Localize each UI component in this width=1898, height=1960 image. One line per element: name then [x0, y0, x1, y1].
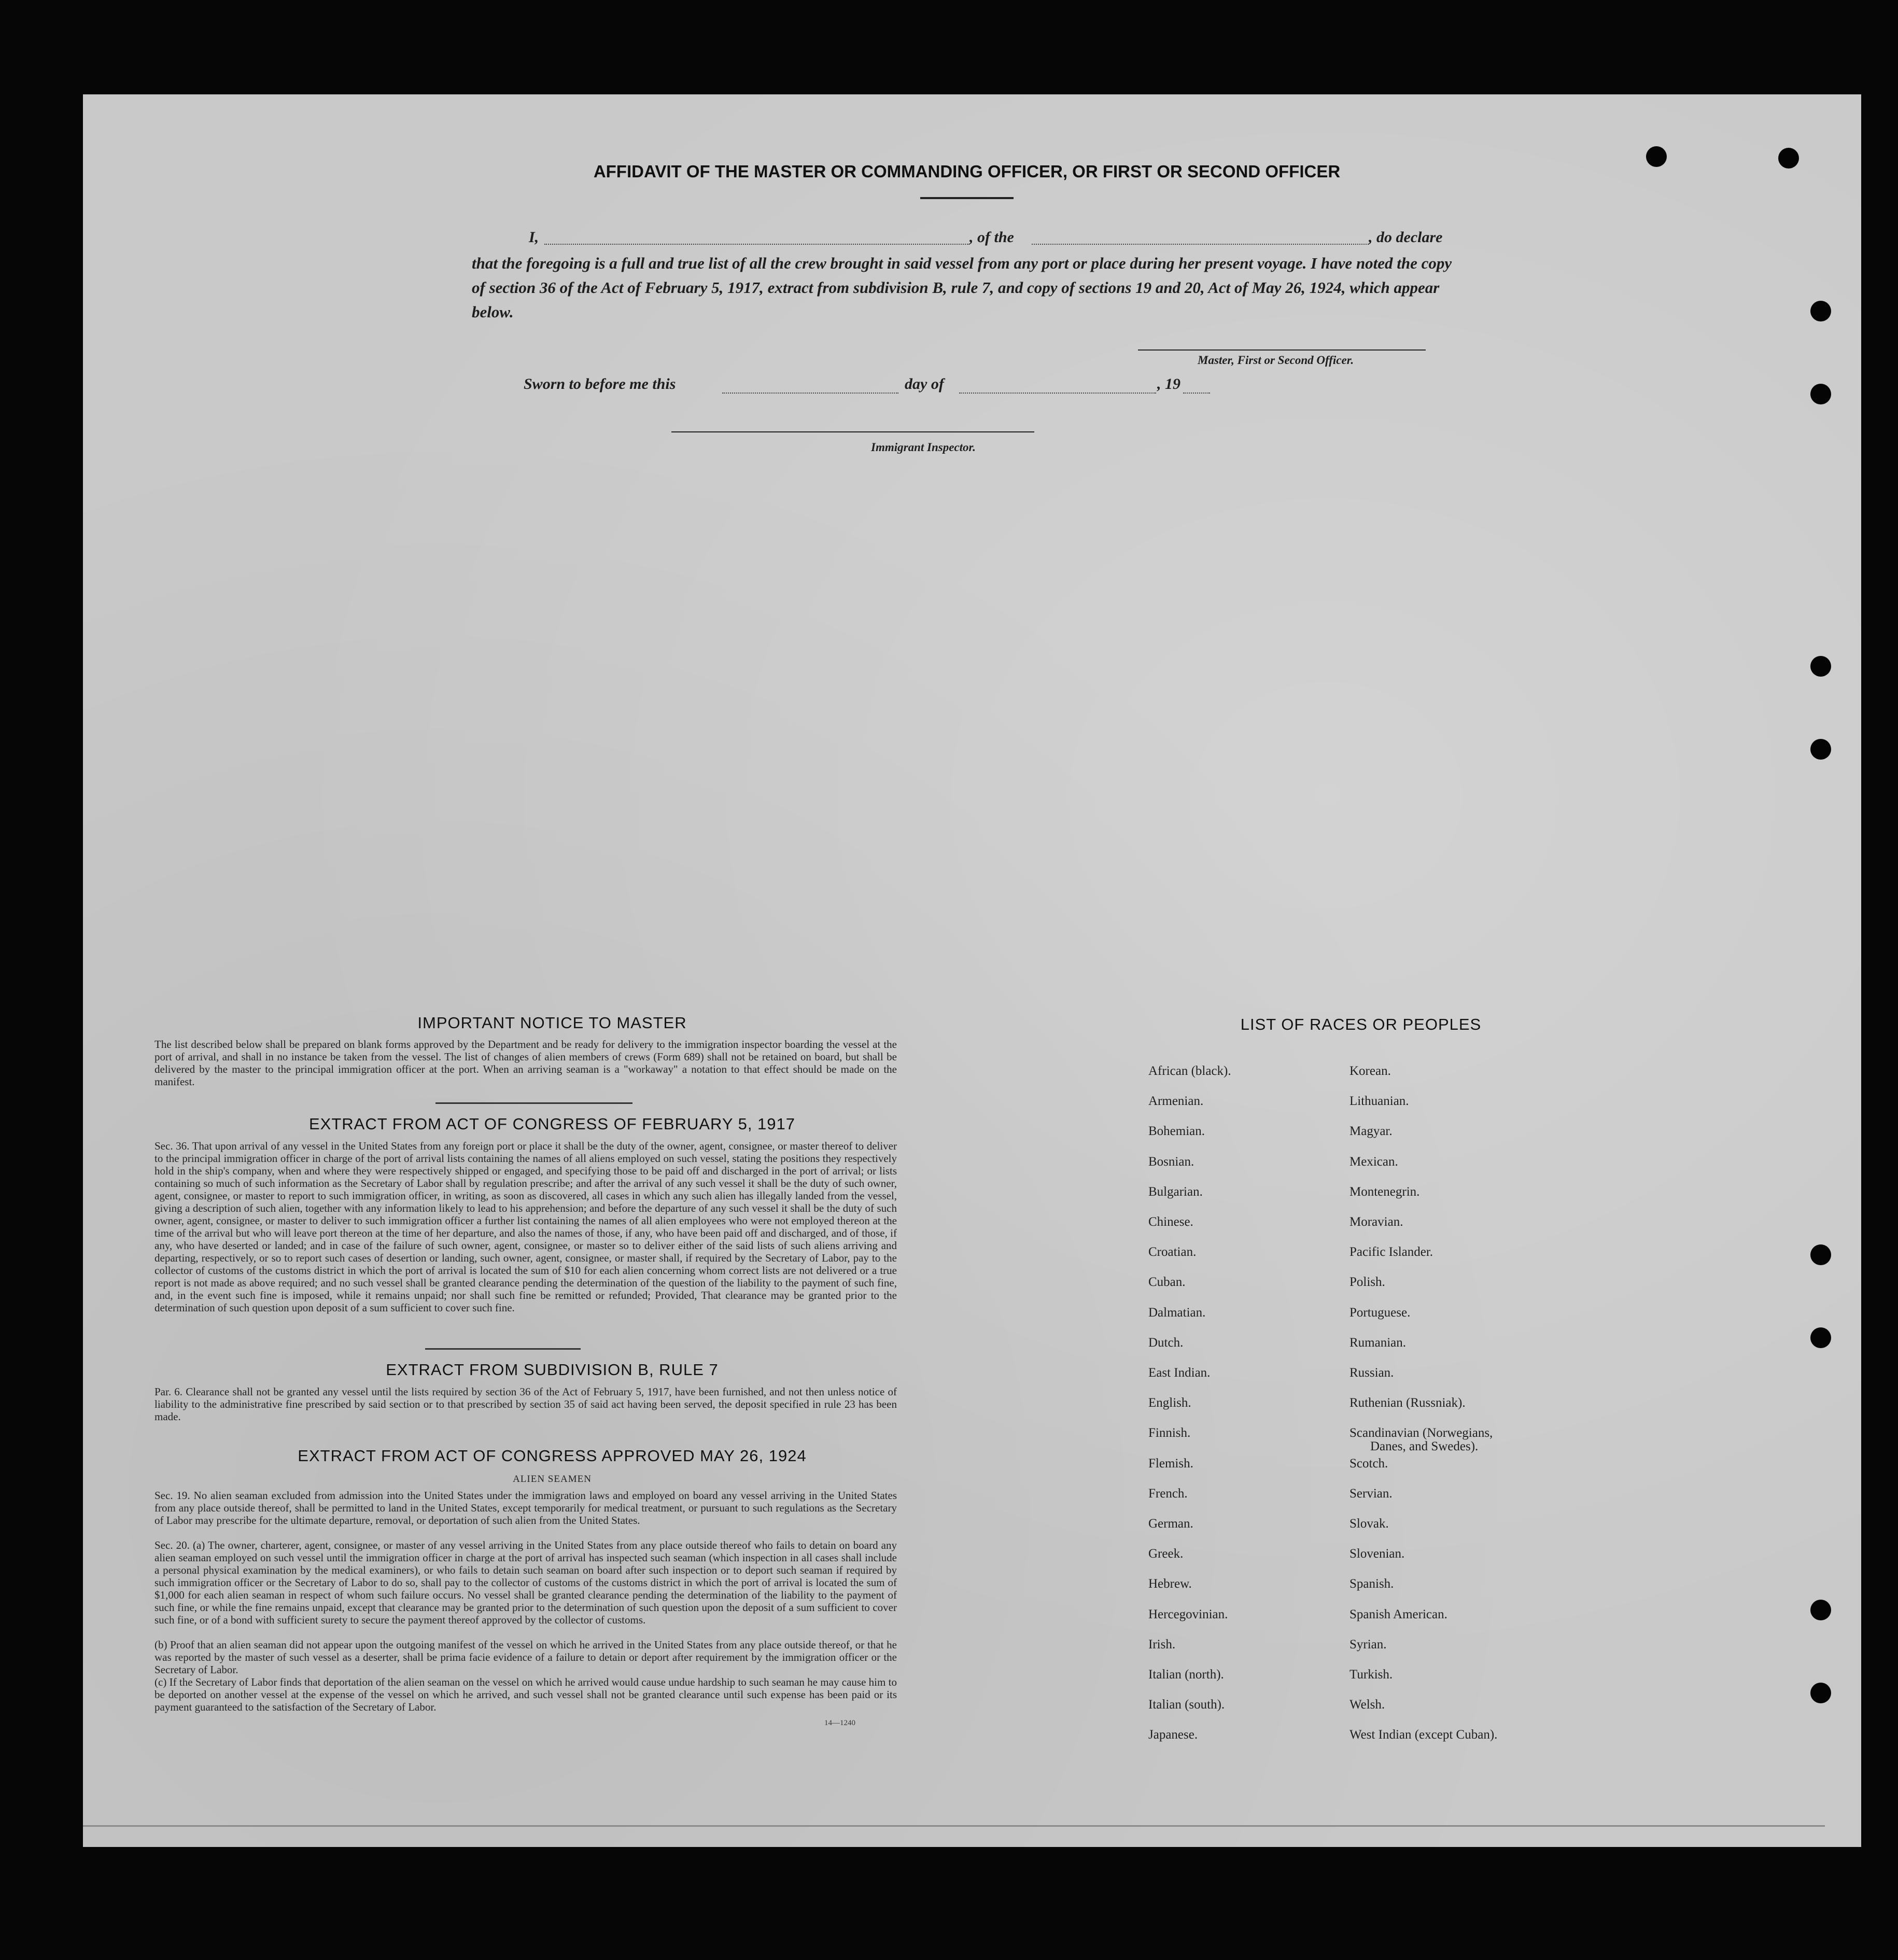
extract-rule7-text: Par. 6. Clearance shall not be granted any vessel until the lists required by section 36 of the Act of February 5, 1917, have been furnished, and not then unless notice of liability to the administrative fine prescribed by said section or to that prescribed by section 35 of said act having been served, the deposit specified in rule 23 has been made. [154, 1385, 897, 1423]
race-item: Croatian. [1148, 1245, 1197, 1259]
race-item: Hebrew. [1148, 1577, 1192, 1591]
sheet-edge [83, 1825, 1825, 1842]
race-item: Scotch. [1349, 1456, 1388, 1471]
sworn-prefix: Sworn to before me this [524, 375, 676, 393]
form-number: 14—1240 [824, 1719, 855, 1727]
race-item: Dutch. [1148, 1335, 1184, 1350]
race-item: Welsh. [1349, 1698, 1385, 1712]
extract-1924-sec20c: (c) If the Secretary of Labor finds that deportation of the alien seaman on the vessel on which he arrived would cause undue hardship to such seaman he may cause him to be deported on another vessel at the expense of the vessel on which he arrived, and such vessel shall not be granted clearance until such expense has been paid or its payment guaranteed to the satisfaction of the Secretary of Labor. [154, 1676, 897, 1713]
name-field[interactable] [544, 244, 969, 245]
binder-hole [1810, 1244, 1831, 1265]
extract-1924-subtitle: ALIEN SEAMEN [513, 1474, 592, 1485]
race-item: Cuban. [1148, 1275, 1186, 1290]
race-item: Montenegrin. [1349, 1184, 1420, 1199]
race-item: Italian (north). [1148, 1668, 1224, 1682]
master-signature-label: Master, First or Second Officer. [1198, 354, 1354, 367]
binder-hole [1810, 1600, 1831, 1620]
binder-hole [1810, 739, 1831, 760]
race-item: Hercegovinian. [1148, 1607, 1228, 1621]
race-item: African (black). [1148, 1064, 1231, 1078]
race-item: Bohemian. [1148, 1124, 1205, 1139]
race-item: Japanese. [1148, 1728, 1198, 1742]
race-item: Rumanian. [1349, 1335, 1407, 1350]
extract-1917-title: EXTRACT FROM ACT OF CONGRESS OF FEBRUARY 5, 1917 [308, 1115, 796, 1133]
section-divider [435, 1102, 632, 1104]
race-item: Pacific Islander. [1349, 1245, 1433, 1259]
extract-1924-title: EXTRACT FROM ACT OF CONGRESS APPROVED MAY 26, 1924 [298, 1447, 807, 1465]
race-item: Irish. [1148, 1637, 1176, 1651]
race-item: Flemish. [1148, 1456, 1193, 1471]
race-item: Turkish. [1349, 1668, 1393, 1682]
binder-hole [1810, 301, 1831, 321]
binder-hole [1810, 384, 1831, 404]
race-item: Greek. [1148, 1547, 1184, 1561]
race-item: Slovak. [1349, 1517, 1389, 1531]
race-item: Ruthenian (Russniak). [1349, 1396, 1466, 1410]
sworn-day-field[interactable] [722, 393, 898, 394]
race-item: East Indian. [1148, 1366, 1211, 1380]
binder-hole [1778, 148, 1799, 169]
race-item: Bulgarian. [1148, 1184, 1203, 1199]
extract-1924-sec19: Sec. 19. No alien seaman excluded from admission into the United States under the immigration laws and employed on board any vessel arriving in the United States from any place outside thereof, shall be permitted to land in the United States, except temporarily for medical treatment, or pursuant to such regulations as the Secretary of Labor may prescribe for the ultimate departure, removal, or deportation of such alien from the United States. [154, 1489, 897, 1527]
race-item: Slovenian. [1349, 1547, 1405, 1561]
master-signature-line[interactable] [1138, 349, 1426, 351]
binder-hole [1646, 146, 1667, 167]
extract-1924-sec20a: Sec. 20. (a) The owner, charterer, agent, consignee, or master of any vessel arriving in the United States from any place outside thereof who fails to detain on board any alien seaman employed on such vessel until the immigration officer in charge at the port of arrival has inspected such seaman (which inspection in all cases shall include a personal physical examination by the medical examiners), or who fails to detain such seaman on board after such inspection or to deport such seaman if required by such immigration officer or the Secretary of Labor to do so, shall pay to the collector of customs of the customs district in which the port of arrival is located the sum of $1,000 for each alien seaman in respect of whom such failure occurs. No vessel shall be granted clearance pending the determination of the liability to the payment of such fine, or while the fine remains unpaid, except that clearance may be granted prior to the determination of such question upon the deposit of a sum sufficient to cover such fine, or of a bond with sufficient surety to secure the payment thereof approved by the collector of customs. [154, 1539, 897, 1626]
affidavit-of-the-label: , of the [969, 229, 1014, 246]
binder-hole [1810, 656, 1831, 677]
inspector-label: Immigrant Inspector. [871, 441, 976, 454]
race-item: Armenian. [1148, 1094, 1204, 1109]
inspector-signature-line[interactable] [671, 431, 1034, 432]
extract-rule7-title: EXTRACT FROM SUBDIVISION B, RULE 7 [386, 1361, 719, 1379]
sworn-day-of-label: day of [905, 375, 944, 393]
affidavit-i-label: I, [529, 229, 539, 246]
sworn-month-field[interactable] [959, 393, 1156, 394]
race-item: Finnish. [1148, 1426, 1191, 1440]
race-item: Spanish. [1349, 1577, 1394, 1591]
notice-title: IMPORTANT NOTICE TO MASTER [417, 1014, 687, 1032]
race-item: Servian. [1349, 1486, 1393, 1501]
race-item: Scandinavian (Norwegians, [1349, 1426, 1493, 1440]
sworn-year-label: , 19 [1157, 375, 1180, 393]
race-item: Magyar. [1349, 1124, 1393, 1139]
race-item: German. [1148, 1517, 1193, 1531]
sworn-year-field[interactable] [1183, 393, 1210, 394]
extract-1924-sec20b: (b) Proof that an alien seaman did not appear upon the outgoing manifest of the vessel on which he arrived in the United States from any place outside thereof, or that he was reported by the master of such vessel as a deserter, shall be prima facie evidence of a failure to detain or deport after requirement by the immigration officer or the Secretary of Labor. [154, 1639, 897, 1676]
race-item-continuation: Danes, and Swedes). [1370, 1439, 1479, 1454]
race-item: Portuguese. [1349, 1305, 1411, 1320]
binder-hole [1810, 1683, 1831, 1703]
vessel-field[interactable] [1032, 244, 1369, 245]
affidavit-body: that the foregoing is a full and true list of all the crew brought in said vessel from any port or place during her present voyage. I have noted the copy of section 36 of the Act of February 5, 1917, extract from subdivision B, rule 7, and copy of sections 19 and 20, Act of May 26, 1924, which appear below. [472, 254, 1452, 321]
title-underline [920, 197, 1014, 199]
race-item: Chinese. [1148, 1215, 1193, 1229]
extract-1917-text: Sec. 36. That upon arrival of any vessel in the United States from any foreign port or place it shall be the duty of the owner, agent, consignee, or master thereof to deliver to the principal immigration officer in charge of the port of arrival lists containing the names of all aliens employed on such vessel, stating the positions they respectively hold in the ship's company, when and where they were respectively shipped or engaged, and specifying those to be paid off and discharged in the port of arrival; or lists containing so much of such information as the Secretary of Labor shall by regulation prescribe; and after the arrival of any such vessel it shall be the duty of such owner, agent, consignee, or master to report to such immigration officer, in writing, as soon as discovered, all cases in which any such alien has illegally landed from the vessel, giving a description of such alien, together with any information likely to lead to his apprehension; and before the departure of any such vessel it shall be the duty of such owner, agent, consignee, or master to deliver to such immigration officer a further list containing the names of all alien employees who were not employed thereon at the time of the arrival but who will leave port thereon at the time of her departure, and also the names of those, if any, who have been paid off and discharged, and of those, if any, who have deserted or landed; and in case of the failure of such owner, agent, consignee, or master so to deliver either of the said lists of such aliens arriving and departing, respectively, or so to report such cases of desertion or landing, such owner, agent, consignee, or master shall, if required by the Secretary of Labor, pay to the collector of customs of the customs district in which the port of arrival is located the sum of $10 for each alien concerning whom correct lists are not delivered or a true report is not made as above required; and no such vessel shall be granted clearance pending the determination of the question of the liability to the payment of such fine, and, in the event such fine is imposed, while it remains unpaid; nor shall such fine be remitted or refunded; Provided, That clearance may be granted prior to the determination of such question upon deposit of a sum sufficient to cover such fine. [154, 1140, 897, 1314]
affidavit-title: AFFIDAVIT OF THE MASTER OR COMMANDING OFFICER, OR FIRST OR SECOND OFFICER [593, 162, 1341, 181]
race-item: Syrian. [1349, 1637, 1387, 1651]
race-item: English. [1148, 1396, 1191, 1410]
race-item: Moravian. [1349, 1215, 1403, 1229]
races-title: LIST OF RACES OR PEOPLES [1240, 1015, 1482, 1033]
race-item: Spanish American. [1349, 1607, 1447, 1621]
race-item: Italian (south). [1148, 1698, 1225, 1712]
affidavit-declare-label: , do declare [1369, 229, 1443, 246]
race-item: Dalmatian. [1148, 1305, 1206, 1320]
race-item: Polish. [1349, 1275, 1385, 1290]
race-item: French. [1148, 1486, 1188, 1501]
race-item: Bosnian. [1148, 1154, 1194, 1169]
race-item: Mexican. [1349, 1154, 1398, 1169]
notice-text: The list described below shall be prepared on blank forms approved by the Department and be ready for delivery to the immigration inspector boarding the vessel at the port of arrival, and shall in no instance be taken from the vessel. The list of changes of alien members of crews (Form 689) shall not be retained on board, but shall be delivered by the master to the principal immigration officer at the port. When an arriving seaman is a "workaway" a notation to that effect should be made on the manifest. [154, 1038, 897, 1088]
section-divider [425, 1348, 581, 1350]
race-item: Lithuanian. [1349, 1094, 1409, 1109]
race-item: Korean. [1349, 1064, 1391, 1078]
race-item: Russian. [1349, 1366, 1394, 1380]
binder-hole [1810, 1327, 1831, 1348]
race-item: West Indian (except Cuban). [1349, 1728, 1498, 1742]
